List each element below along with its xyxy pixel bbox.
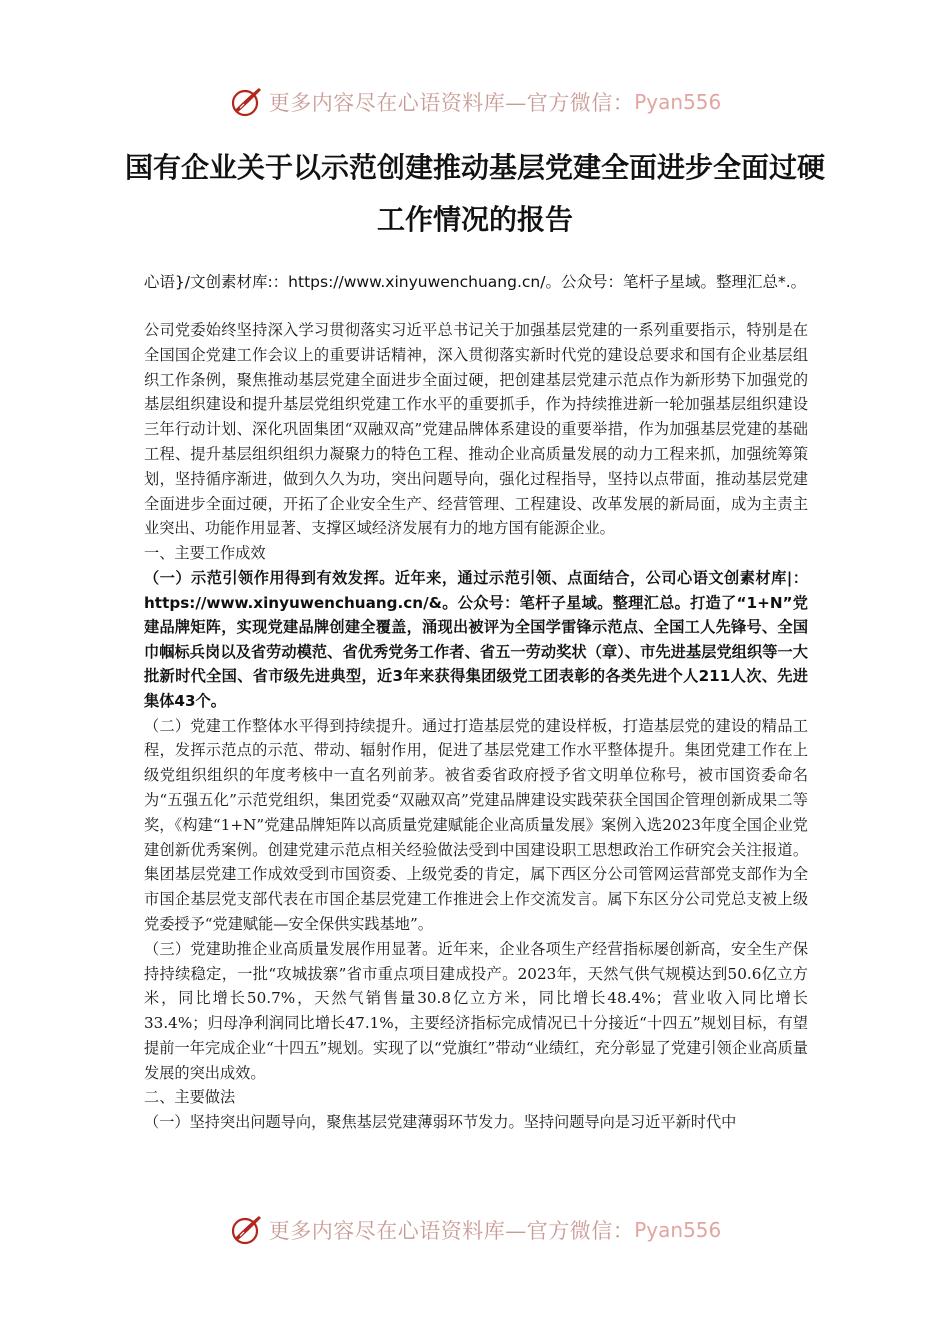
footer-watermark-banner — [0, 1210, 950, 1250]
banner-wechat-id: Pyan556 — [634, 90, 722, 114]
intro-paragraph: 公司党委始终坚持深入学习贯彻落实习近平总书记关于加强基层党建的一系列重要指示，特别是在全国国企党建工作会议上的重要讲话精神，深入贯彻落实新时代党的建设总要求和国有企业基层组织工作条例，聚焦推动基层党建全面进步全面过硬，把创建基层党建示范点作为新形势下加强党的基层组织建设和提升基层党组织党建工作水平的重要抓手，作为持续推进新一轮加强基层组织建设三年行动计划、深化巩固集团“双融双高”党建品牌体系建设的重要举措，作为加强基层党建的基础工程、提升基层组织组织力凝聚力的特色工程、推动企业高质量发展的动力工程来抓，加强统筹策划，坚持循序渐进，做到久久为功，突出问题导向，强化过程指导，坚持以点带面，推动基层党建全面进步全面过硬，开拓了企业安全生产、经营管理、工程建设、改革发展的新局面，成为主责主业突出、功能作用显著、支撑区域经济发展有力的地方国有能源企业。 — [144, 321, 808, 538]
banner-wechat-id: Pyan556 — [634, 1218, 722, 1242]
achievement-paragraph-1: （一）示范引领作用得到有效发挥。近年来，通过示范引领、点面结合，公司心语文创素材库|：https://www.xinyuwenchuang.cn/&。公众号：笔杆子星域。整理汇总。打造了“1+N”党建品牌矩阵，实现党建品牌创建全覆盖，涌现出被评为全国学雷锋示范点、全国工人先锋号、全国巾帼标兵岗以及省劳动模范、省优秀党务工作者、省五一劳动奖状（章）、市先进基层党组织等一大批新时代全国、省市级先进典型，近3年来获得集团级党工团表彰的各类先进个人211人次、先进集体43个。 — [144, 568, 808, 710]
achievement-paragraph-3: （三）党建助推企业高质量发展作用显著。近年来，企业各项生产经营指标屡创新高，安全生产保持持续稳定，一批“攻城拔寨”省市重点项目建成投产。2023年，天然气供气规模达到50.6亿立方米，同比增长50.7%，天然气销售量30.8亿立方米，同比增长48.4%；营业收入同比增长33.4%；归母净利润同比增长47.1%，主要经济指标完成情况已十分接近“十四五”规划目标，有望提前一年完成企业“十四五”规划。实现了以“党旗红”带动“业绩红，充分彰显了党建引领企业高质量发展的突出成效。 — [144, 939, 808, 1082]
source-note: 心语}/文创素材库:：https://www.xinyuwenchuang.cn/。公众号：笔杆子星域。整理汇总*.。 — [143, 273, 807, 291]
banner-text: 更多内容尽在心语资料库—官方微信： — [268, 91, 635, 115]
document-body — [144, 318, 808, 1135]
section-heading-1: 一、主要工作成效 — [144, 544, 266, 563]
page-title: 国有企业关于以示范创建推动基层党建全面进步全面过硬工作情况的报告 — [124, 151, 825, 236]
header-watermark-banner — [0, 82, 950, 122]
section-heading-2: 二、主要做法 — [144, 1088, 236, 1107]
method-paragraph-1: （一）坚持突出问题导向，聚焦基层党建薄弱环节发力。坚持问题导向是习近平新时代中 — [144, 1113, 737, 1132]
banner-text: 更多内容尽在心语资料库—官方微信： — [268, 1219, 635, 1243]
pen-logo-icon — [229, 84, 265, 120]
achievement-paragraph-2: （二）党建工作整体水平得到持续提升。通过打造基层党的建设样板，打造基层党的建设的精品工程，发挥示范点的示范、带动、辐射作用，促进了基层党建工作水平整体提升。集团党建工作在上级党组织组织的年度考核中一直名列前茅。被省委省政府授予省文明单位称号，被市国资委命名为“五强五化”示范党组织，集团党委“双融双高”党建品牌建设实践荣获全国国企管理创新成果二等奖，《构建“1+N”党建品牌矩阵以高质量党建赋能企业高质量发展》案例入选2023年度全国企业党建创新优秀案例。创建党建示范点相关经验做法受到中国建设职工思想政治工作研究会关注报道。集团基层党建工作成效受到市国资委、上级党委的肯定，属下西区分公司管网运营部党支部作为全市国企基层党支部代表在市国企基层党建工作推进会上作交流发言。属下东区分公司党总支被上级党委授予“党建赋能—安全保供实践基地”。 — [144, 716, 808, 933]
pen-logo-icon — [229, 1212, 265, 1248]
